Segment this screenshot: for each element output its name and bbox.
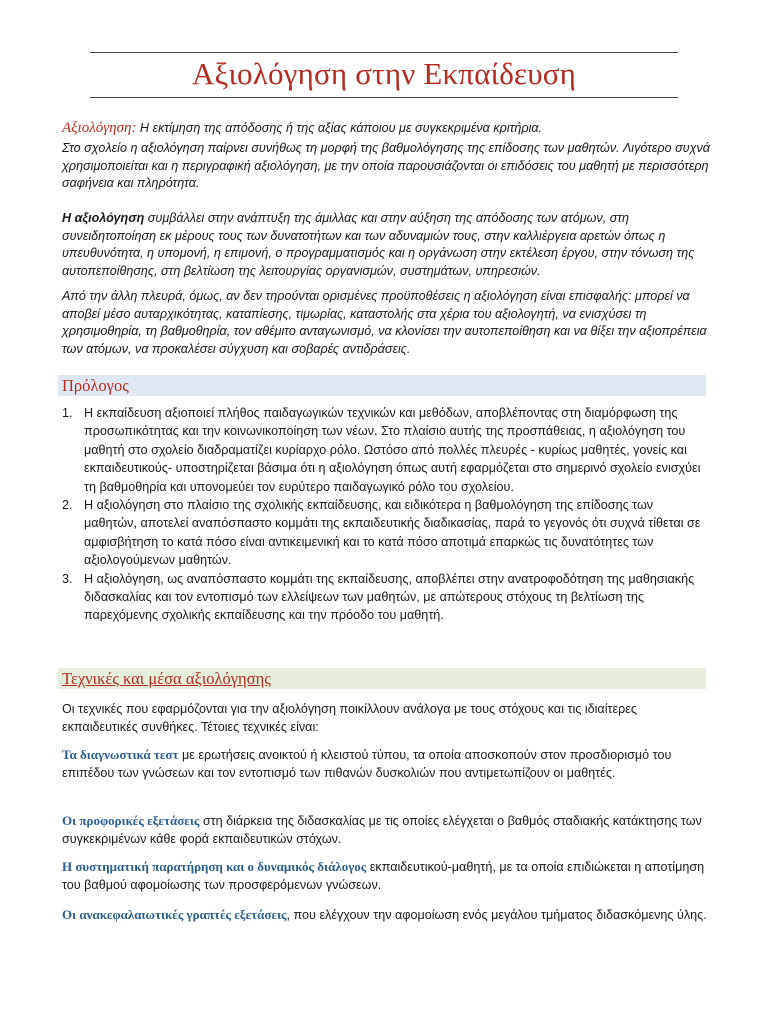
technique-text: στη διάρκεια της διδασκαλίας με τις οποίες ελέγχεται ο βαθμός σταδιακής κατάκτησης των συγκεκριμένων κάθε φορά εκπαιδευτικών στόχων. [62, 814, 702, 847]
list-item [62, 496, 708, 570]
technique-text: με ερωτήσεις ανοικτού ή κλειστού τύπου, τα οποία αποσκοπούν στον προσδιορισμό του επιπέδου των γνώσεων και τον εντοπισμό των πιθανών δυσκολιών που αντιμετωπίζουν οι μαθητές. [62, 748, 672, 781]
title-rule [90, 97, 678, 98]
list-text: Η αξιολόγηση, ως αναπόσπαστο κομμάτι της εκπαίδευσης, αποβλέπει στην ανατροφοδότηση της μαθησιακής διδασκαλίας και τον εντοπισμό των ελλείψεων των μαθητών, με απώτερους στόχους τη βελτίωση της παρεχόμενης σχολικής εκπαίδευσης και την πρόοδο του μαθητή. [84, 571, 695, 623]
paragraph-text: συμβάλλει στην ανάπτυξη της άμιλλας και στην αύξηση της απόδοσης των ατόμων, στη συνειδητοποίηση εκ μέρους τους των δυνατοτήτων και των αδυναμιών τους, στην καλλιέργεια αρετών όπως η υπευθυνότητα, η υπομονή, η επιμονή, ο προγραμματισμός και η οργάνωση στην εκτέλεση έργου, στην τόνωση της αυτοπεποίθησης, στη βελτίωση της λειτουργίας οργανισμών, συστημάτων, υπηρεσιών. [62, 211, 695, 278]
list-number: 1. [62, 406, 73, 420]
list-number: 2. [62, 498, 73, 513]
technique-text: εκπαιδευτικού-μαθητή, με τα οποία επιδιώκεται η αποτίμηση του βαθμού αφομοίωσης των προσφερόμενων γνώσεων. [62, 860, 705, 893]
definition-text: Η εκτίμηση της απόδοσης ή της αξίας κάποιου με συγκεκριμένα κριτήρια. [136, 121, 543, 135]
list-text: Η αξιολόγηση στο πλαίσιο της σχολικής εκπαίδευσης, και ειδικότερα η βαθμολόγηση της επίδοσης των μαθητών, αποτελεί αναπόσπαστο κομμάτι της εκπαιδευτικής διαδικασίας, παρά το γεγονός ότι συχνά τίθεται σε αμφισβήτηση το κατά πόσο είναι αντικειμενική και το κατά πόσο αποτιμά επαρκώς τις δυνατότητες των αξιολογούμενων μαθητών. [84, 498, 701, 568]
paragraph-lead: Η αξιολόγηση [62, 211, 145, 225]
intro-definition [62, 120, 710, 138]
technique-entry [62, 906, 710, 924]
list-text: Η εκπαίδευση αξιοποιεί πλήθος παιδαγωγικών τεχνικών και μεθόδων, αποβλέποντας στη διαμόρφωση της προσωπικότητας και την κοινωνικοποίηση των νέων. Στο πλαίσιο αυτής της προσπάθειας, η αξιολόγηση του μαθητή στο σχολείο διαδραματίζει κυρίαρχο ρόλο. Ωστόσο από πολλές πλευρές - κυρίως μαθητές, γονείς και εκπαιδευτικούς- υποστηρίζεται βάσιμα ότι η αξιολόγηση όπως αυτή εφαρμόζεται στο σημερινό σχολείο ενισχύει τη βαθμοθηρία και υπονομεύει τον ευρύτερο παιδαγωγικό ρόλο του σχολείου. [84, 406, 701, 494]
technique-entry [62, 812, 710, 849]
page-title: Αξιολόγηση στην Εκπαίδευση [191, 56, 577, 91]
section-heading-prologue: Πρόλογος [58, 375, 706, 396]
definition-term: Αξιολόγηση: [62, 120, 137, 136]
section-heading-techniques [58, 668, 706, 689]
technique-entry [62, 858, 710, 895]
technique-term: Η συστηματική παρατήρηση και ο δυναμικός διάλογος [62, 859, 367, 874]
technique-term: Οι ανακεφαλαιωτικές γραπτές εξετάσεις [62, 907, 287, 922]
techniques-heading-text: Τεχνικές και μέσα αξιολόγησης [62, 669, 271, 688]
list-item [62, 570, 708, 625]
prologue-list [62, 404, 708, 625]
technique-entry [62, 746, 710, 783]
top-rule [90, 52, 678, 53]
techniques-intro: Οι τεχνικές που εφαρμόζονται για την αξιολόγηση ποικίλλουν ανάλογα με τους στόχους και τις ιδιαίτερες εκπαιδευτικές συνθήκες. Τέτοιες τεχνικές είναι: [62, 702, 637, 735]
list-number: 3. [62, 571, 73, 586]
intro-paragraph-2 [62, 210, 710, 280]
technique-text: , που ελέγχουν την αφομοίωση ενός μεγάλου τμήματος διδασκόμενης ύλης. [286, 908, 707, 922]
technique-term: Οι προφορικές εξετάσεις [62, 813, 200, 828]
list-item [62, 404, 708, 496]
intro-paragraph-1: Στο σχολείο η αξιολόγηση παίρνει συνήθως τη μορφή της βαθμολόγησης της επίδοσης των μαθητών. Λιγότερο συχνά χρησιμοποιείται και η περιγραφική αξιολόγηση, με την οποία παρουσιάζονται οι επιδόσεις του μαθητή με περισσότερη σαφήνεια και πληρότητα. [62, 141, 710, 191]
technique-term: Τα διαγνωστικά τεστ [62, 747, 179, 762]
intro-paragraph-3: Από την άλλη πλευρά, όμως, αν δεν τηρούνται ορισμένες προϋποθέσεις η αξιολόγηση είναι επισφαλής: μπορεί να αποβεί μέσο αυταρχικότητας, καταπίεσης, τιμωρίας, καταστολής στα χέρια του αξιολογητή, να ενισχύσει τη χρησιμοθηρία, τη βαθμοθηρία, τον αθέμιτο ανταγωνισμό, να κλονίσει την αυτοπεποίθηση και να θίξει την αξιοπρέπεια των ατόμων, να προκαλέσει σύγχυση και σοβαρές αντιδράσεις. [62, 289, 707, 356]
